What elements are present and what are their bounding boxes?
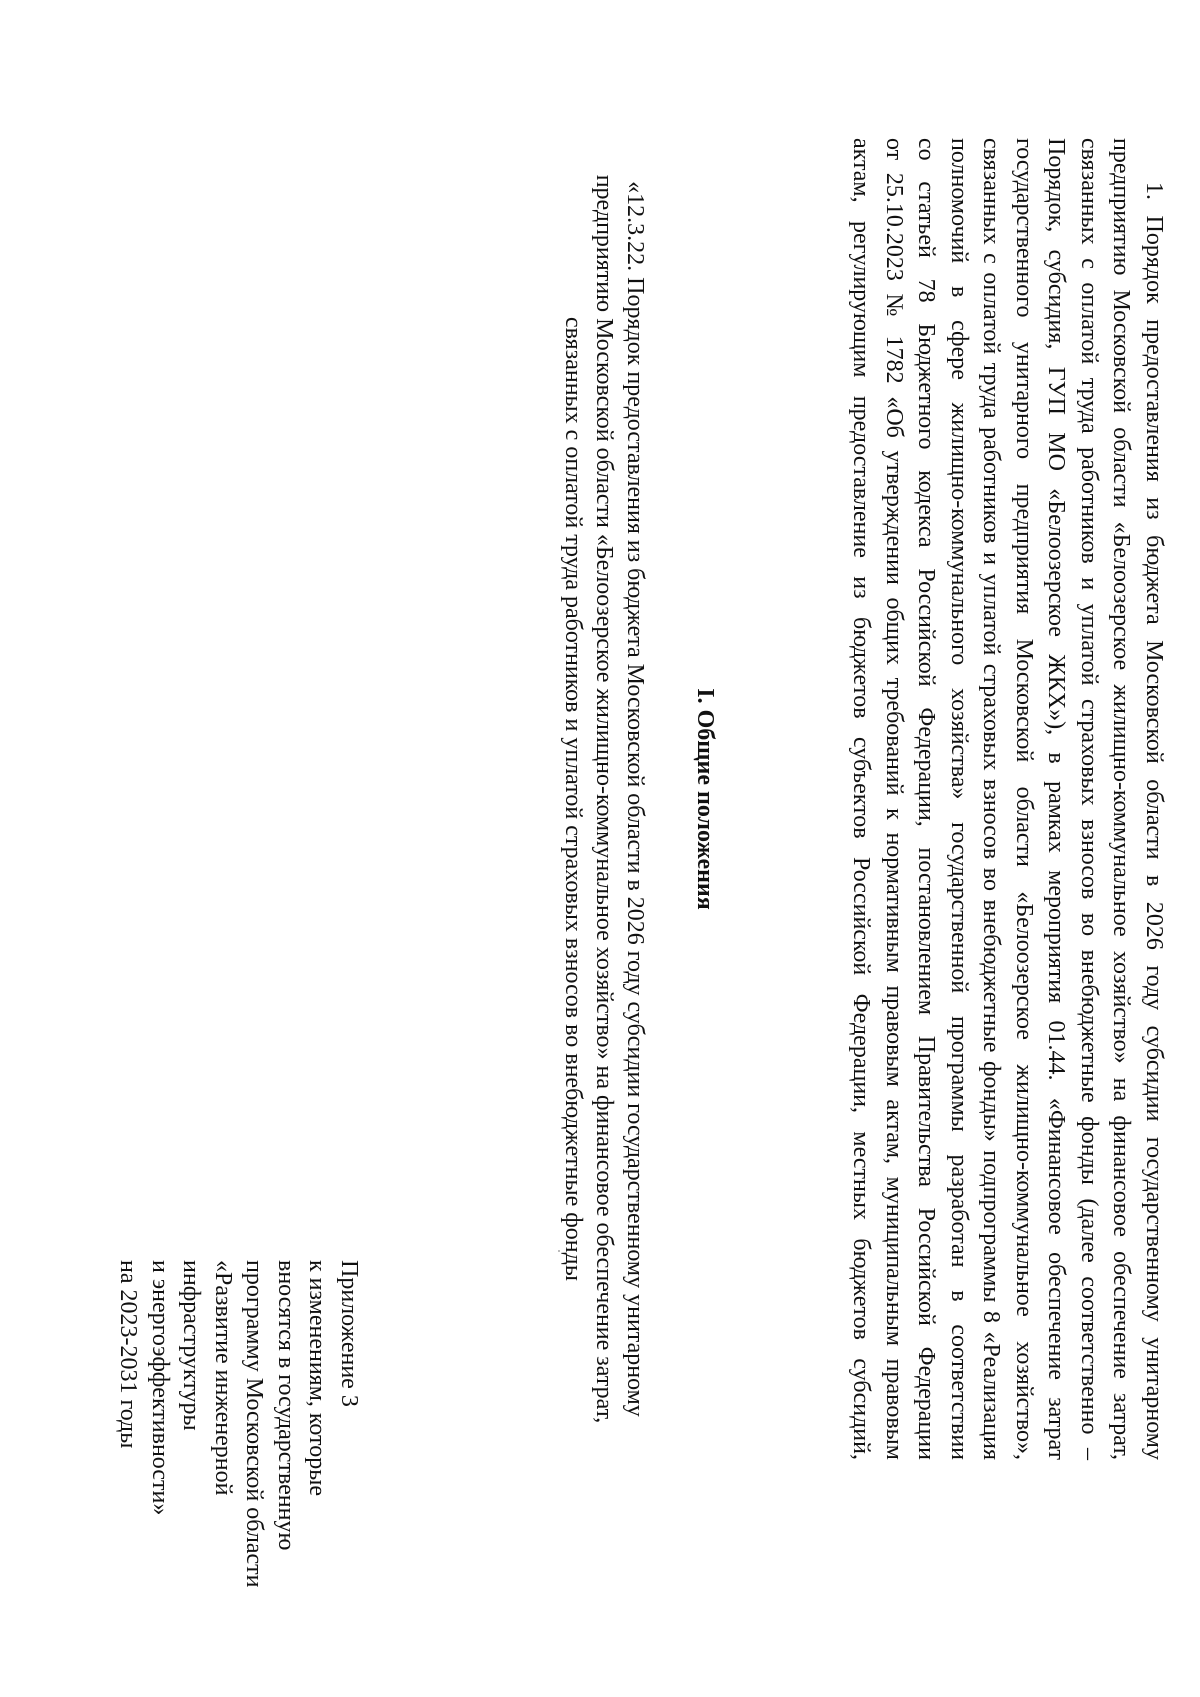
paragraph-line: со статьей 78 Бюджетного кодекса Российской Федерации, постановлением Правительства Российской Федерации <box>913 138 940 1460</box>
paragraph-line: 1. Порядок предоставления из бюджета Московской области в 2026 году субсидии государственному унитарному <box>1141 182 1167 1460</box>
paragraph-line: полномочий в сфере жилищно-коммунального хозяйства» государственной программы разработан в соответствии <box>946 138 972 1460</box>
paragraph-line: связанных с оплатой труда работников и уплатой страховых взносов во внебюджетные фонды (далее соответственно – <box>1076 138 1102 1460</box>
paragraph-body <box>845 138 1170 1460</box>
appendix-line: инфраструктуры <box>178 1260 205 1431</box>
title-line: предприятию Московской области «Белоозерское жилищно-коммунальное хозяйство» на финансовое обеспечение затрат, <box>591 174 617 1424</box>
title-line: «12.3.22. Порядок предоставления из бюджета Московской области в 2026 году субсидии государственному унитарному <box>622 181 648 1417</box>
paragraph-line: государственного унитарного предприятия Московской области «Белоозерское жилищно-коммунальное хозяйство», <box>1011 138 1037 1460</box>
appendix-line: «Развитие инженерной <box>210 1260 236 1496</box>
document-title <box>557 138 650 1460</box>
appendix-line: вносятся в государственную <box>273 1260 299 1551</box>
appendix-block <box>112 1260 364 1660</box>
appendix-line: на 2023-2031 годы <box>115 1260 142 1449</box>
appendix-line: к изменениям, которые <box>304 1260 331 1496</box>
title-line: связанных с оплатой труда работников и уплатой страховых взносов во внебюджетные фонды <box>560 317 586 1281</box>
section-heading: I. Общие положения <box>692 688 718 910</box>
paragraph-line: связанных с оплатой труда работников и уплатой страховых взносов во внебюджетные фонды» подпрограммы 8 «Реализация <box>978 138 1005 1460</box>
paragraph-line: предприятию Московской области «Белоозерское жилищно-коммунальное хозяйство» на финансовое обеспечение затрат, <box>1108 138 1135 1460</box>
appendix-line: и энергоэффективности» <box>147 1260 173 1516</box>
paragraph-line: Порядок, субсидия, ГУП МО «Белоозерское ЖКХ»), в рамках мероприятия 01.44. «Финансовое обеспечение затрат <box>1043 138 1070 1460</box>
appendix-line: Приложение 3 <box>336 1260 362 1407</box>
paragraph-line: актам, регулирующим предоставление из бюджетов субъектов Российской Федерации, местных бюджетов субсидий, <box>848 138 875 1460</box>
appendix-line: программу Московской области <box>241 1260 268 1588</box>
paragraph-line: от 25.10.2023 № 1782 «Об утверждении общих требований к нормативным правовым актам, муниципальным правовым <box>881 138 907 1460</box>
